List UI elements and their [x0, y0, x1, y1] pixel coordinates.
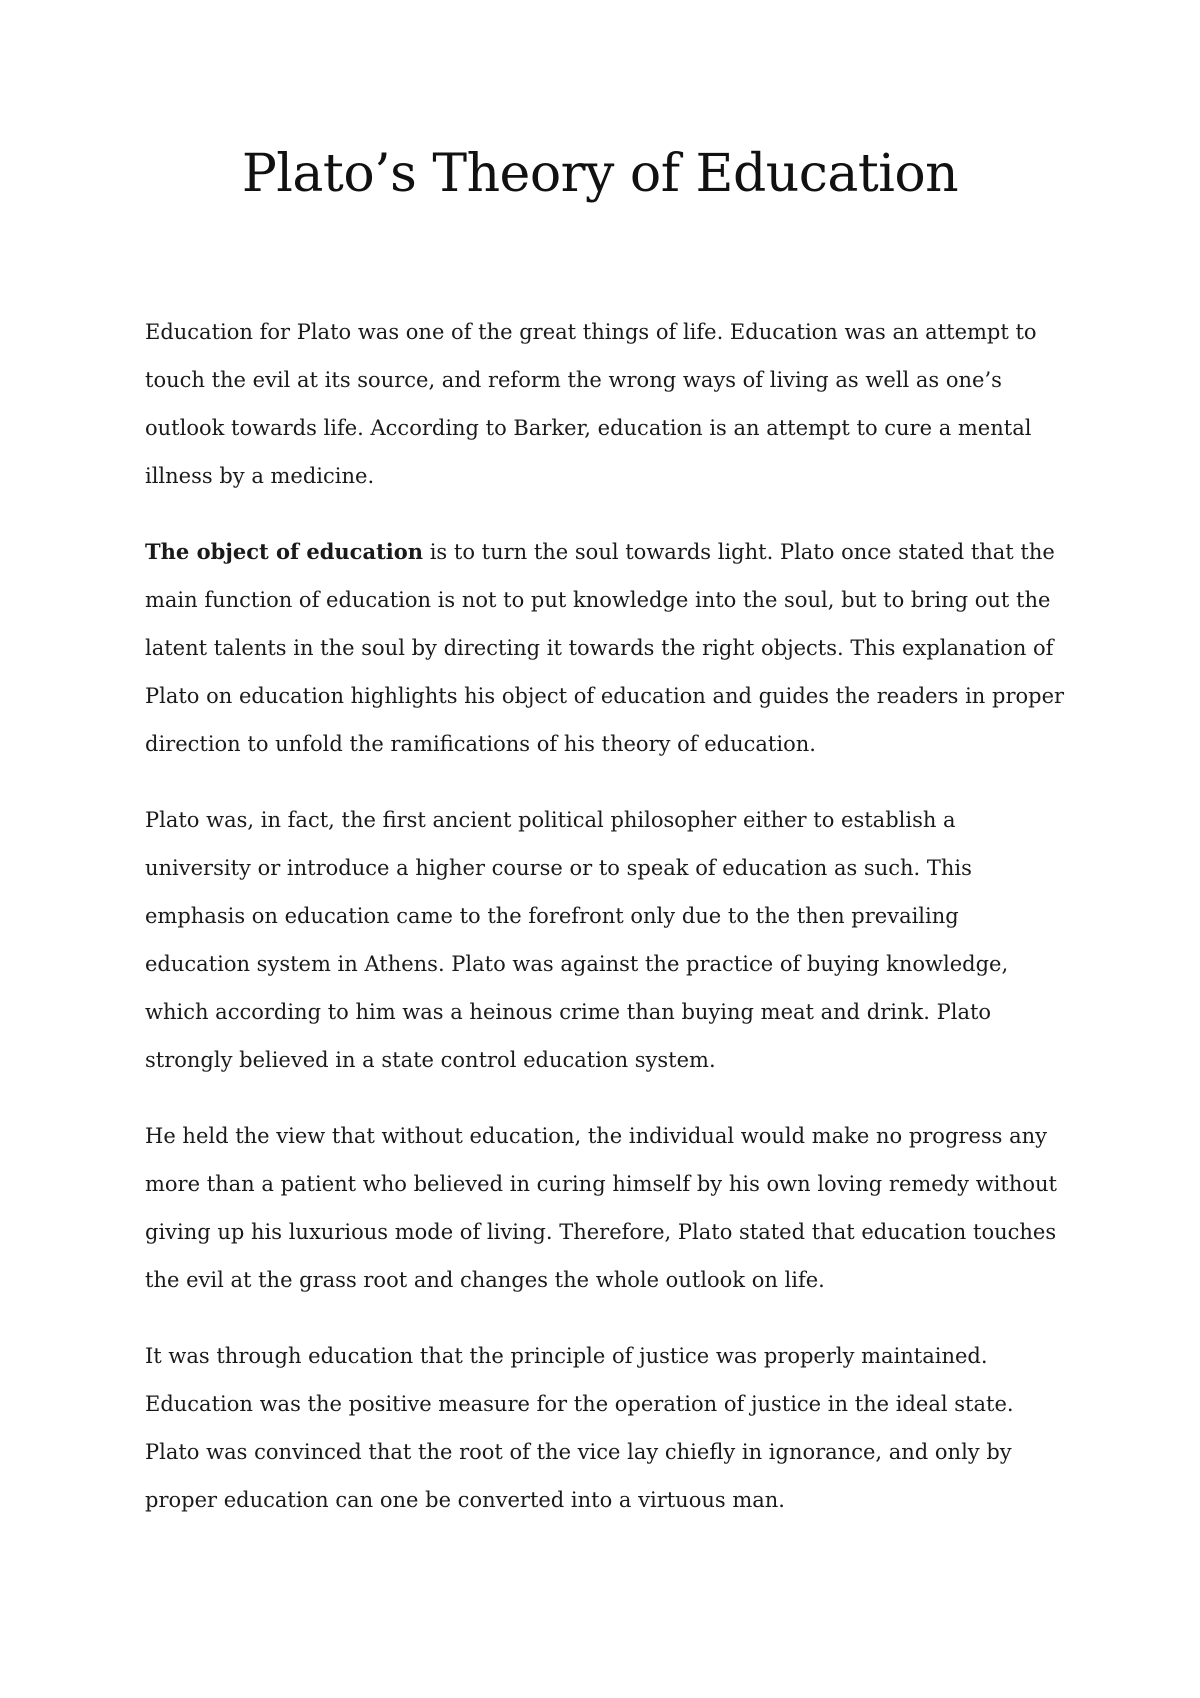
- paragraph-3: [145, 796, 1065, 1084]
- paragraph-text: Education for Plato was one of the great things of life. Education was an attempt to touch the evil at its source, and reform the wrong ways of living as well as one’s outlook towards life. According to Barker, education is an attempt to cure a mental illness by a medicine.: [145, 320, 1037, 488]
- paragraph-text: He held the view that without education, the individual would make no progress any more than a patient who believed in curing himself by his own loving remedy without giving up his luxurious mode of living. Therefore, Plato stated that education touches the evil at the grass root and changes the whole outlook on life.: [145, 1124, 1057, 1292]
- document-title: Plato’s Theory of Education: [241, 144, 959, 204]
- document-body: [145, 308, 1065, 1552]
- paragraph-2: [145, 528, 1065, 768]
- paragraph-5: [145, 1332, 1065, 1524]
- paragraph-text: is to turn the soul towards light. Plato once stated that the main function of education is not to put knowledge into the soul, but to bring out the latent talents in the soul by directing it towards the right objects. This explanation of Plato on education highlights his object of education and guides the readers in proper direction to unfold the ramifications of his theory of education.: [145, 540, 1065, 756]
- paragraph-lead-bold: The object of education: [145, 539, 424, 564]
- paragraph-text: Plato was, in fact, the first ancient political philosopher either to establish a university or introduce a higher course or to speak of education as such. This emphasis on education came to the forefront only due to the then prevailing education system in Athens. Plato was against the practice of buying knowledge, which according to him was a heinous crime than buying meat and drink. Plato strongly believed in a state control education system.: [145, 808, 1009, 1072]
- paragraph-text: It was through education that the principle of justice was properly maintained. Education was the positive measure for the operation of justice in the ideal state. Plato was convinced that the root of the vice lay chiefly in ignorance, and only by proper education can one be converted into a virtuous man.: [145, 1344, 1014, 1512]
- paragraph-4: [145, 1112, 1065, 1304]
- paragraph-1: [145, 308, 1065, 500]
